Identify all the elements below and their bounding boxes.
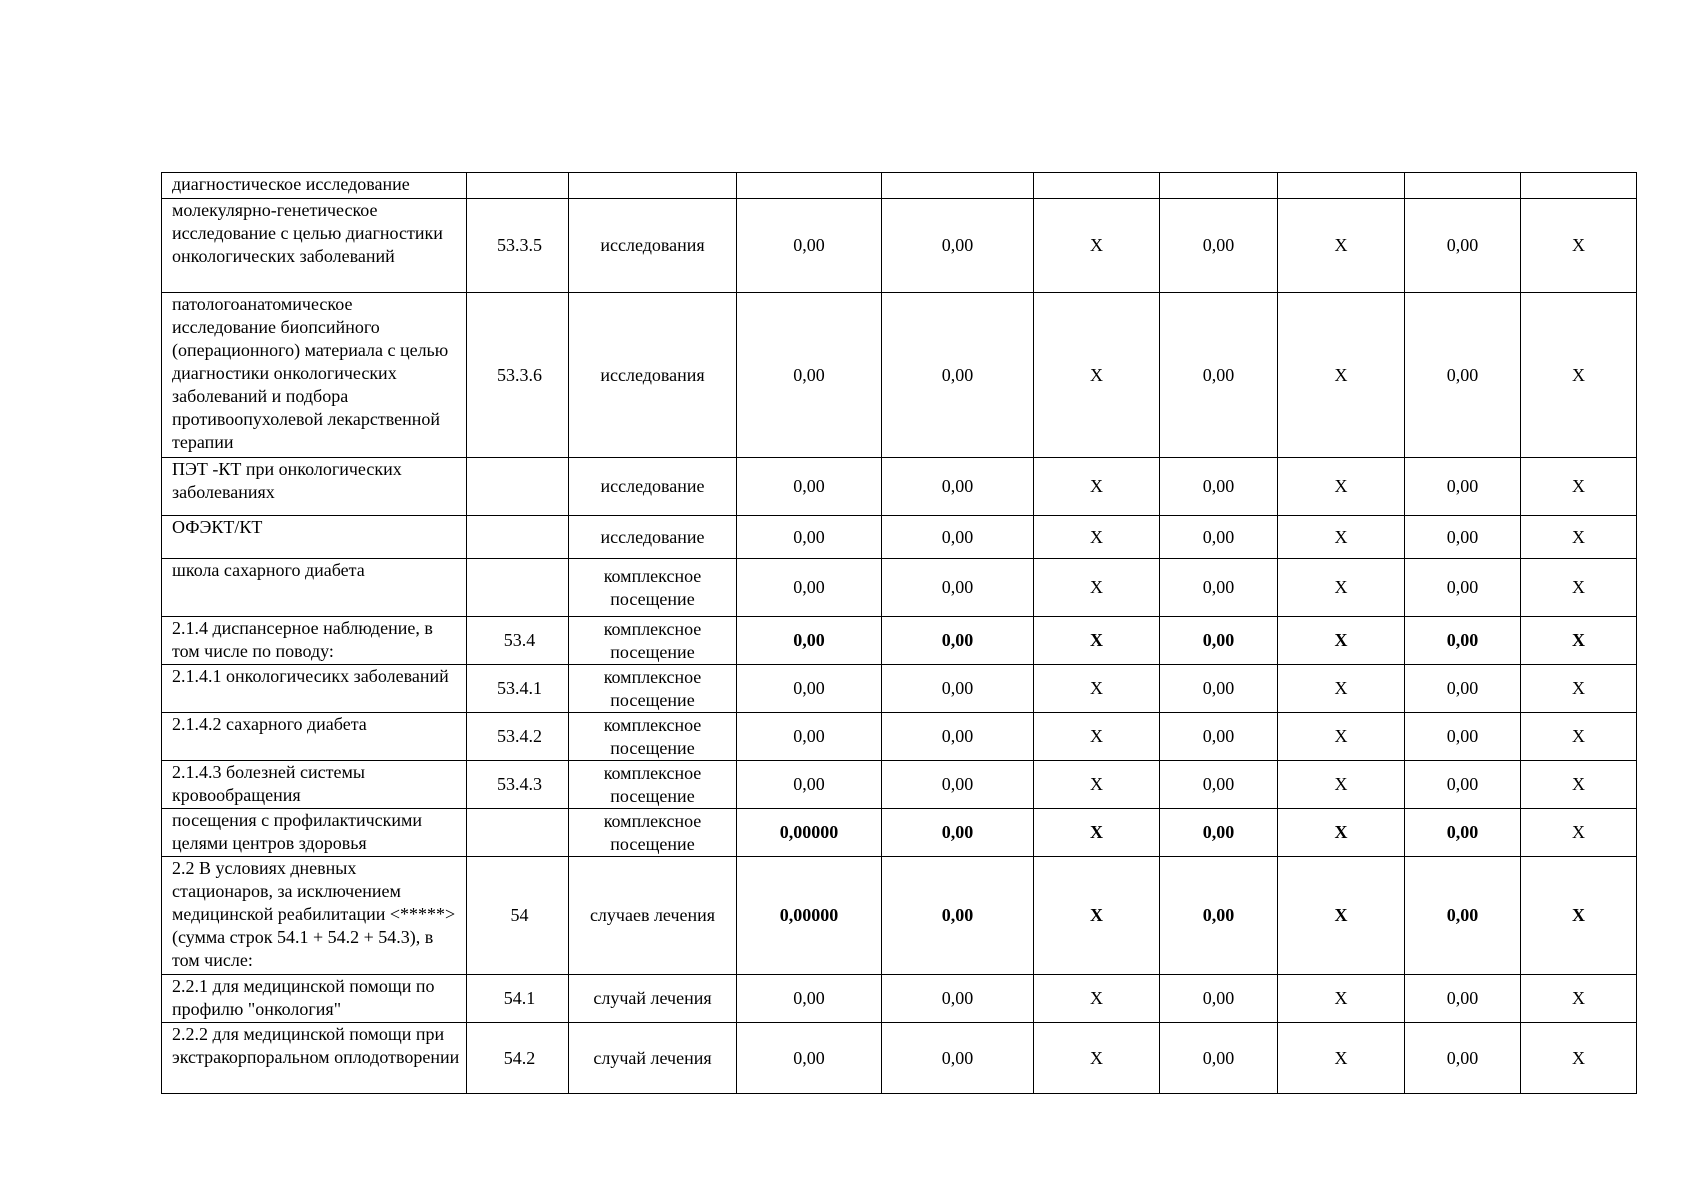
row-code-cell — [467, 173, 569, 199]
value-cell: X — [1521, 293, 1637, 458]
value-cell: 0,00 — [737, 293, 882, 458]
value-cell: 0,00 — [737, 665, 882, 713]
row-unit-cell: случай лечения — [569, 1023, 737, 1094]
value-cell: X — [1034, 458, 1160, 516]
row-unit-cell: исследование — [569, 458, 737, 516]
row-code-cell: 53.4.2 — [467, 713, 569, 761]
row-code-cell: 53.4 — [467, 617, 569, 665]
row-name-cell: 2.1.4.2 сахарного диабета — [162, 713, 467, 761]
value-cell: 0,00 — [1160, 516, 1278, 559]
value-cell: 0,00 — [737, 713, 882, 761]
row-name-cell: патологоанатомическое исследование биопсийного (операционного) материала с целью диагностики онкологических заболеваний и подбора противоопухолевой лекарственной терапии — [162, 293, 467, 458]
value-cell: 0,00 — [882, 761, 1034, 809]
value-cell: 0,00 — [1405, 761, 1521, 809]
row-code-cell: 53.3.6 — [467, 293, 569, 458]
row-code-cell: 53.4.1 — [467, 665, 569, 713]
row-name-cell: 2.1.4 диспансерное наблюдение, в том числе по поводу: — [162, 617, 467, 665]
value-cell: X — [1034, 199, 1160, 293]
value-cell: X — [1034, 559, 1160, 617]
value-cell — [1034, 173, 1160, 199]
value-cell: 0,00 — [1405, 559, 1521, 617]
value-cell: 0,00 — [1405, 199, 1521, 293]
value-cell: X — [1521, 857, 1637, 975]
row-unit-cell: случаев лечения — [569, 857, 737, 975]
value-cell: 0,00 — [737, 975, 882, 1023]
value-cell — [1160, 173, 1278, 199]
value-cell: X — [1278, 458, 1405, 516]
value-cell: 0,00 — [1160, 975, 1278, 1023]
value-cell: X — [1034, 516, 1160, 559]
value-cell — [1278, 173, 1405, 199]
value-cell: 0,00 — [882, 293, 1034, 458]
table-row — [162, 293, 1637, 458]
value-cell: X — [1278, 293, 1405, 458]
value-cell: X — [1034, 809, 1160, 857]
value-cell: 0,00 — [1405, 516, 1521, 559]
row-code-cell: 54 — [467, 857, 569, 975]
value-cell: X — [1278, 857, 1405, 975]
value-cell: 0,00 — [1160, 559, 1278, 617]
value-cell: X — [1278, 199, 1405, 293]
table-row — [162, 857, 1637, 975]
value-cell: 0,00 — [882, 713, 1034, 761]
value-cell: 0,00000 — [737, 857, 882, 975]
value-cell: 0,00 — [1160, 1023, 1278, 1094]
row-code-cell — [467, 516, 569, 559]
value-cell: 0,00 — [882, 665, 1034, 713]
value-cell: 0,00 — [882, 857, 1034, 975]
value-cell: X — [1278, 1023, 1405, 1094]
table-row — [162, 665, 1637, 713]
value-cell: X — [1278, 516, 1405, 559]
row-code-cell — [467, 458, 569, 516]
value-cell: 0,00 — [737, 1023, 882, 1094]
row-name-cell: школа сахарного диабета — [162, 559, 467, 617]
row-unit-cell: комплексное посещение — [569, 713, 737, 761]
value-cell: 0,00 — [1160, 809, 1278, 857]
row-unit-cell: комплексное посещение — [569, 809, 737, 857]
value-cell: 0,00 — [1160, 857, 1278, 975]
value-cell: 0,00 — [737, 617, 882, 665]
row-code-cell: 53.3.5 — [467, 199, 569, 293]
value-cell: X — [1278, 559, 1405, 617]
table-row — [162, 617, 1637, 665]
row-name-cell: диагностическое исследование — [162, 173, 467, 199]
table-row — [162, 458, 1637, 516]
row-code-cell: 54.2 — [467, 1023, 569, 1094]
row-code-cell: 53.4.3 — [467, 761, 569, 809]
value-cell: 0,00 — [1405, 809, 1521, 857]
row-unit-cell: комплексное посещение — [569, 761, 737, 809]
value-cell: 0,00 — [737, 199, 882, 293]
value-cell: 0,00 — [737, 761, 882, 809]
value-cell: 0,00 — [1405, 293, 1521, 458]
value-cell: X — [1034, 713, 1160, 761]
value-cell: 0,00 — [1405, 713, 1521, 761]
table-row — [162, 761, 1637, 809]
value-cell: X — [1034, 857, 1160, 975]
value-cell: X — [1521, 713, 1637, 761]
row-name-cell: 2.1.4.3 болезней системы кровообращения — [162, 761, 467, 809]
value-cell: 0,00 — [1405, 458, 1521, 516]
value-cell: X — [1521, 761, 1637, 809]
table-row — [162, 173, 1637, 199]
value-cell: X — [1521, 516, 1637, 559]
row-code-cell — [467, 559, 569, 617]
row-name-cell: 2.2.1 для медицинской помощи по профилю "онкология" — [162, 975, 467, 1023]
value-cell: X — [1034, 975, 1160, 1023]
value-cell: 0,00 — [882, 617, 1034, 665]
value-cell: X — [1278, 761, 1405, 809]
table-row — [162, 199, 1637, 293]
row-unit-cell: комплексное посещение — [569, 617, 737, 665]
row-unit-cell: исследования — [569, 293, 737, 458]
data-table — [161, 172, 1637, 1094]
value-cell: 0,00 — [882, 458, 1034, 516]
row-name-cell: ПЭТ -КТ при онкологических заболеваниях — [162, 458, 467, 516]
row-unit-cell — [569, 173, 737, 199]
row-name-cell: посещения с профилактичскими целями центров здоровья — [162, 809, 467, 857]
value-cell: 0,00 — [1160, 199, 1278, 293]
value-cell: X — [1521, 665, 1637, 713]
table-row — [162, 809, 1637, 857]
value-cell: 0,00 — [1160, 293, 1278, 458]
value-cell: X — [1034, 665, 1160, 713]
value-cell: 0,00 — [1405, 1023, 1521, 1094]
table-row — [162, 516, 1637, 559]
value-cell: X — [1034, 293, 1160, 458]
value-cell: 0,00 — [737, 559, 882, 617]
value-cell: 0,00 — [1160, 713, 1278, 761]
value-cell: X — [1521, 975, 1637, 1023]
table-row — [162, 559, 1637, 617]
value-cell: 0,00 — [1160, 617, 1278, 665]
value-cell: X — [1521, 458, 1637, 516]
value-cell: 0,00 — [882, 199, 1034, 293]
value-cell: 0,00 — [1405, 975, 1521, 1023]
value-cell: 0,00 — [882, 1023, 1034, 1094]
row-unit-cell: исследования — [569, 199, 737, 293]
value-cell: X — [1521, 1023, 1637, 1094]
row-name-cell: ОФЭКТ/КТ — [162, 516, 467, 559]
table-row — [162, 975, 1637, 1023]
value-cell: 0,00 — [1160, 761, 1278, 809]
row-unit-cell: исследование — [569, 516, 737, 559]
table-row — [162, 713, 1637, 761]
row-name-cell: молекулярно-генетическое исследование с целью диагностики онкологических заболеваний — [162, 199, 467, 293]
value-cell: X — [1278, 617, 1405, 665]
value-cell: 0,00 — [882, 809, 1034, 857]
value-cell: 0,00 — [1405, 665, 1521, 713]
value-cell: X — [1278, 809, 1405, 857]
value-cell — [1405, 173, 1521, 199]
table-row — [162, 1023, 1637, 1094]
value-cell: X — [1521, 617, 1637, 665]
value-cell: X — [1521, 809, 1637, 857]
value-cell: X — [1034, 617, 1160, 665]
value-cell: X — [1034, 1023, 1160, 1094]
value-cell: X — [1521, 199, 1637, 293]
row-name-cell: 2.1.4.1 онкологичесикх заболеваний — [162, 665, 467, 713]
row-name-cell: 2.2.2 для медицинской помощи при экстракорпоральном оплодотворении — [162, 1023, 467, 1094]
value-cell: X — [1521, 559, 1637, 617]
value-cell: X — [1034, 761, 1160, 809]
value-cell: 0,00 — [1405, 857, 1521, 975]
row-unit-cell: комплексное посещение — [569, 665, 737, 713]
value-cell: 0,00 — [882, 559, 1034, 617]
row-code-cell — [467, 809, 569, 857]
row-name-cell: 2.2 В условиях дневных стационаров, за исключением медицинской реабилитации <*****> (сумма строк 54.1 + 54.2 + 54.3), в том числе: — [162, 857, 467, 975]
value-cell: 0,00 — [737, 516, 882, 559]
value-cell: 0,00000 — [737, 809, 882, 857]
value-cell: 0,00 — [1160, 458, 1278, 516]
value-cell: X — [1278, 665, 1405, 713]
value-cell: 0,00 — [882, 975, 1034, 1023]
value-cell — [737, 173, 882, 199]
value-cell — [882, 173, 1034, 199]
value-cell — [1521, 173, 1637, 199]
row-unit-cell: комплексное посещение — [569, 559, 737, 617]
row-code-cell: 54.1 — [467, 975, 569, 1023]
value-cell: X — [1278, 975, 1405, 1023]
row-unit-cell: случай лечения — [569, 975, 737, 1023]
value-cell: 0,00 — [737, 458, 882, 516]
value-cell: 0,00 — [882, 516, 1034, 559]
value-cell: 0,00 — [1405, 617, 1521, 665]
value-cell: 0,00 — [1160, 665, 1278, 713]
value-cell: X — [1278, 713, 1405, 761]
